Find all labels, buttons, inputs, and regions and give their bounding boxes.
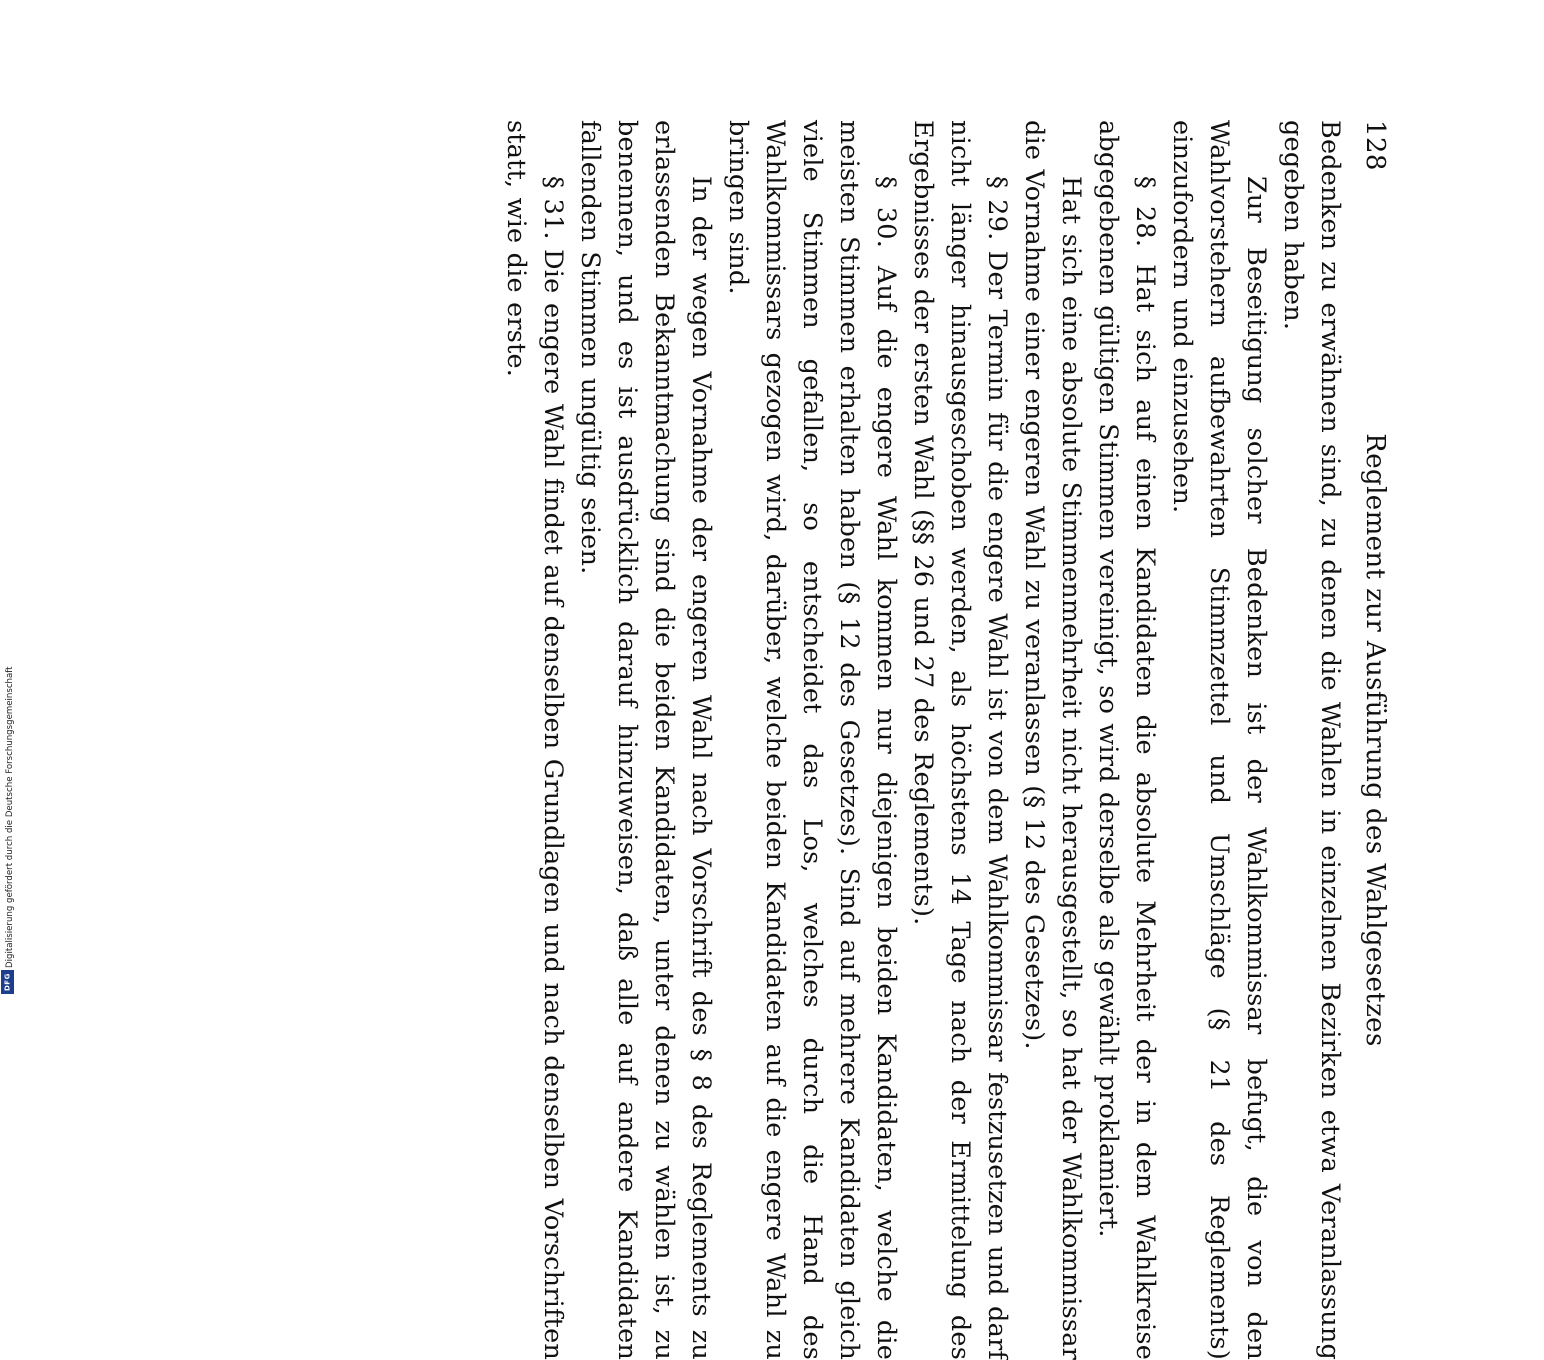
section-28: § 28. Hat sich auf einen Kandidaten die absolute Mehrheit der in dem Wahlkreise abgegebenen gültigen Stimmen vereinigt, so wird derselbe als gewählt proklamiert. [1093,120,1160,1360]
section-31: § 31. Die engere Wahl findet auf denselben Grundlagen und nach denselben Vorschriften statt, wie die erste. [501,120,568,1360]
page-number: 128 [1360,120,1390,171]
running-title: Reglement zur Ausführung des Wahlgesetzes [1360,433,1390,1047]
paragraph-bekanntmachung: In der wegen Vornahme der engeren Wahl nach Vorschrift des § 8 des Reglements zu erlassenden Bekanntmachung sind die beiden Kandidaten, unter denen zu wählen ist, zu benennen, und es ist ausdrücklich darauf hinzuweisen, daß alle auf andere Kandidaten fallenden Stimmen ungültig seien. [575,120,716,1360]
running-head [1358,120,1392,1360]
body-text [497,120,1348,1360]
dfg-logo-icon: DFG [1,970,14,994]
text-column [501,120,1392,1360]
section-29: § 29. Der Termin für die engere Wahl ist von dem Wahlkommissar festzusetzen und darf nicht länger hinausgeschoben werden, als höchstens 14 Tage nach der Ermittelung des Ergebnisses der ersten Wahl (§§ 26 und 27 des Reglements). [908,120,1012,1360]
paragraph-beseitigung: Zur Beseitigung solcher Bedenken ist der Wahlkommissar befugt, die von den Wahlvorstehern aufbewahrten Stimmzettel und Umschläge (§ 21 des Reglements) einzufordern und einzusehen. [1167,120,1271,1360]
paragraph-continuation: Bedenken zu erwähnen sind, zu denen die Wahlen in einzelnen Bezirken etwa Veranlassung gegeben haben. [1278,120,1345,1360]
paragraph-engere-wahl: Hat sich eine absolute Stimmenmehrheit nicht herausgestellt, so hat der Wahlkommissar die Vornahme einer engeren Wahl zu veranlassen (§ 12 des Gesetzes). [1019,120,1086,1360]
digitization-credit: Digitalisierung gefördert durch die Deutsche Forschungsgemeinschaft [5,666,15,968]
section-30: § 30. Auf die engere Wahl kommen nur diejenigen beiden Kandidaten, welche die meisten Stimmen erhalten haben (§ 12 des Gesetzes). Sind auf mehrere Kandidaten gleich viele Stimmen gefallen, so entscheidet das Los, welches durch die Hand des Wahlkommissars gezogen wird, darüber, welche beiden Kandidaten auf die engere Wahl zu bringen sind. [723,120,901,1360]
